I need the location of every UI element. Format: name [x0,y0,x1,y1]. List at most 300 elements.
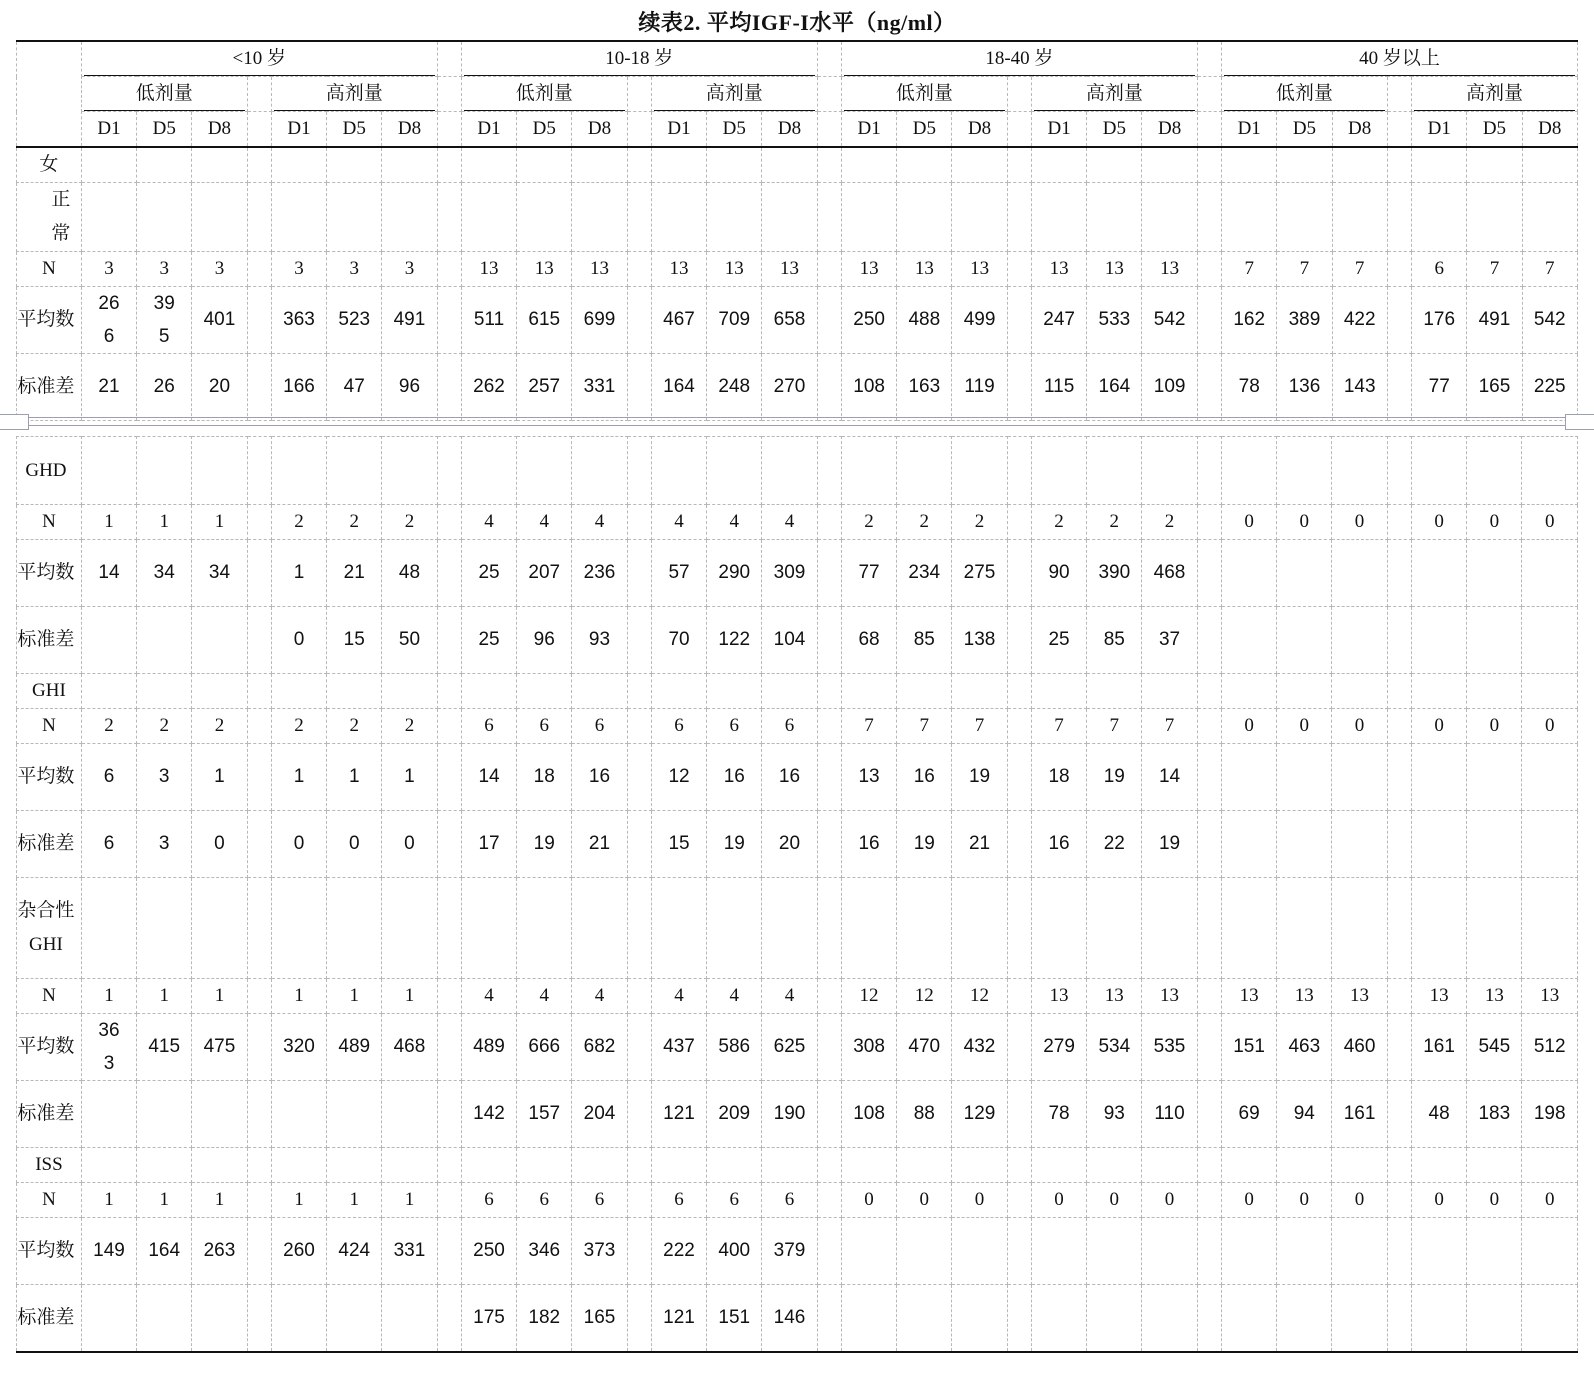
data-cell: 4 [651,979,706,1014]
gap-cell [1007,1148,1031,1183]
data-cell: 57 [651,540,706,607]
gap-cell [1007,1081,1031,1148]
data-cell [1277,744,1332,811]
row-label: N [17,709,82,744]
data-cell: 666 [517,1014,572,1081]
data-cell: 183 [1467,1081,1522,1148]
dose-gap [1387,77,1411,112]
data-cell: 2 [137,709,192,744]
data-cell [461,1148,516,1183]
data-cell: 151 [707,1285,762,1352]
data-cell: 26 [137,354,192,421]
data-cell: 270 [762,354,817,421]
gap-cell [247,437,271,505]
data-cell: 78 [1222,354,1277,421]
gap-cell [437,1148,461,1183]
gap-cell [1007,540,1031,607]
data-cell [707,878,762,979]
age-gap [817,41,841,77]
data-cell: 2 [382,505,437,540]
data-cell [707,183,762,252]
data-cell: 1 [382,979,437,1014]
gap-cell [817,674,841,709]
data-cell: 320 [271,1014,326,1081]
data-cell: 488 [897,287,952,354]
gap-cell [1387,1183,1411,1218]
data-cell [1031,1285,1086,1352]
data-cell: 0 [1411,1183,1466,1218]
data-cell [1032,183,1087,252]
data-cell [1467,744,1522,811]
data-cell: 21 [952,811,1007,878]
data-cell: 7 [841,709,896,744]
day-gap [627,112,651,148]
table-row [17,979,1578,1014]
gap-cell [1197,287,1221,354]
data-cell [81,878,136,979]
day-header: D5 [327,112,382,148]
data-cell: 7 [1332,252,1387,287]
data-cell: 13 [1142,979,1197,1014]
row-label: 女 [17,147,82,183]
data-cell [517,878,572,979]
data-cell: 19 [1087,744,1142,811]
gap-cell [1197,1081,1221,1148]
data-cell [271,183,326,252]
data-cell: 308 [841,1014,896,1081]
gap-cell [1007,354,1031,421]
data-cell: 15 [651,811,706,878]
data-cell [81,437,136,505]
data-cell [1411,437,1466,505]
dose-gap [1007,77,1031,112]
data-cell: 198 [1522,1081,1578,1148]
data-cell [651,183,706,252]
data-cell: 25 [1031,607,1086,674]
data-cell: 22 [1087,811,1142,878]
data-cell [517,1148,572,1183]
data-cell: 400 [707,1218,762,1285]
data-cell [707,437,762,505]
data-cell: 489 [461,1014,516,1081]
data-cell: 16 [841,811,896,878]
data-cell: 121 [651,1081,706,1148]
data-cell [841,674,896,709]
data-cell: 1 [192,979,247,1014]
data-cell [952,437,1007,505]
gap-cell [1387,674,1411,709]
data-cell [1522,1148,1578,1183]
data-cell [137,437,192,505]
gap-cell [1387,437,1411,505]
data-cell [271,1148,326,1183]
row-label: N [17,252,82,287]
data-cell: 12 [841,979,896,1014]
data-cell: 2 [1142,505,1197,540]
data-cell: 415 [137,1014,192,1081]
data-cell [382,1148,437,1183]
gap-cell [247,674,271,709]
data-cell [1522,540,1578,607]
gap-cell [627,437,651,505]
data-cell [651,1148,706,1183]
data-cell [137,183,192,252]
table-row [17,607,1578,674]
row-label: 标准差 [17,607,82,674]
data-cell: 346 [517,1218,572,1285]
gap-cell [1387,878,1411,979]
gap-cell [817,1014,841,1081]
data-cell: 17 [461,811,516,878]
data-cell: 13 [1142,252,1197,287]
data-cell [1221,878,1276,979]
data-cell: 7 [1222,252,1277,287]
data-cell: 424 [327,1218,382,1285]
data-cell: 21 [327,540,382,607]
table-row [17,744,1578,811]
data-cell [1522,878,1578,979]
day-header: D5 [517,112,572,148]
data-cell [327,147,382,183]
gap-cell [247,1285,271,1352]
data-cell: 709 [707,287,762,354]
day-header: D1 [1412,112,1467,148]
data-cell [1087,878,1142,979]
gap-cell [1197,979,1221,1014]
gap-cell [1197,674,1221,709]
age-gap [1197,41,1221,77]
data-cell [707,674,762,709]
gap-cell [1197,1218,1221,1285]
day-gap [1197,112,1221,148]
data-cell: 12 [651,744,706,811]
data-cell: 0 [1221,1183,1276,1218]
gap-cell [627,709,651,744]
data-cell [1221,437,1276,505]
dose-gap [627,77,651,112]
data-cell: 512 [1522,1014,1578,1081]
data-cell: 14 [1142,744,1197,811]
data-cell [271,437,326,505]
data-cell: 7 [1087,709,1142,744]
gap-cell [1007,709,1031,744]
data-cell: 47 [327,354,382,421]
data-cell: 0 [1522,709,1578,744]
data-cell: 7 [1031,709,1086,744]
data-cell: 363 [271,287,326,354]
data-cell [81,183,136,252]
data-cell [192,674,247,709]
data-cell: 13 [461,252,516,287]
data-cell [897,183,952,252]
data-cell [897,878,952,979]
data-cell: 0 [1522,1183,1578,1218]
data-cell [382,674,437,709]
gap-cell [1387,354,1411,421]
data-cell [1467,147,1522,183]
data-cell: 0 [1221,709,1276,744]
data-cell [1332,183,1387,252]
gap-cell [247,1218,271,1285]
row-label: N [17,1183,82,1218]
gap-cell [1197,878,1221,979]
gap-cell [627,287,651,354]
data-cell: 2 [382,709,437,744]
data-cell: 1 [382,744,437,811]
data-cell: 6 [707,709,762,744]
data-cell: 19 [707,811,762,878]
day-header: D5 [137,112,192,148]
gap-cell [1197,709,1221,744]
data-cell: 182 [517,1285,572,1352]
data-cell: 3 [137,744,192,811]
data-cell: 13 [1277,979,1332,1014]
data-cell [192,437,247,505]
data-cell: 161 [1411,1014,1466,1081]
data-cell [1221,674,1276,709]
data-cell: 108 [841,1081,896,1148]
data-cell [517,147,572,183]
data-cell [1467,1285,1522,1352]
gap-cell [437,147,461,183]
gap-cell [627,540,651,607]
data-cell [1411,1285,1466,1352]
data-cell: 96 [382,354,437,421]
data-cell: 37 [1142,607,1197,674]
row-label: 标准差 [17,811,82,878]
gap-cell [247,252,271,287]
gap-cell [627,1081,651,1148]
data-cell [81,147,136,183]
table-row [17,437,1578,505]
row-label: ISS [17,1148,82,1183]
row-label: GHI [17,674,82,709]
gap-cell [1007,147,1031,183]
data-cell [271,1285,326,1352]
gap-cell [1197,1014,1221,1081]
data-cell: 94 [1277,1081,1332,1148]
data-cell [1522,607,1578,674]
data-cell: 19 [517,811,572,878]
data-cell: 6 [81,744,136,811]
data-cell: 19 [952,744,1007,811]
dose-group-header: 高剂量 [1412,77,1578,112]
data-cell: 248 [707,354,762,421]
data-cell [572,437,627,505]
data-cell [952,1218,1007,1285]
gap-cell [817,979,841,1014]
dose-gap [437,77,461,112]
data-cell: 4 [572,505,627,540]
data-cell [1142,1218,1197,1285]
gap-cell [1387,505,1411,540]
data-cell: 14 [81,540,136,607]
data-cell: 6 [762,709,817,744]
day-header: D1 [81,112,136,148]
gap-cell [817,878,841,979]
data-cell [952,878,1007,979]
gap-cell [247,540,271,607]
data-cell: 534 [1087,1014,1142,1081]
data-cell [1332,811,1387,878]
data-cell: 165 [572,1285,627,1352]
data-cell: 0 [1277,505,1332,540]
day-header: D1 [1222,112,1277,148]
data-cell: 491 [382,287,437,354]
data-cell: 93 [572,607,627,674]
data-cell [81,607,136,674]
data-cell: 13 [762,252,817,287]
dose-group-header: 低剂量 [461,77,627,112]
data-cell: 77 [1412,354,1467,421]
day-header: D8 [1142,112,1197,148]
data-cell [1221,607,1276,674]
gap-cell [1387,1148,1411,1183]
data-cell: 2 [841,505,896,540]
data-cell: 85 [1087,607,1142,674]
data-cell [1522,811,1578,878]
data-cell [1277,1148,1332,1183]
age-gap [437,41,461,77]
data-cell: 1 [327,979,382,1014]
data-cell [1411,1218,1466,1285]
data-cell: 6 [517,1183,572,1218]
data-cell: 263 [192,1218,247,1285]
age-group-header: 40 岁以上 [1222,41,1578,77]
day-gap [817,112,841,148]
data-cell: 1 [271,1183,326,1218]
data-cell: 470 [897,1014,952,1081]
gap-cell [1387,183,1411,252]
data-cell [1467,811,1522,878]
data-cell [1277,1285,1332,1352]
data-cell [1332,1218,1387,1285]
data-cell: 122 [707,607,762,674]
data-cell: 363 [81,1014,136,1081]
gap-cell [247,1183,271,1218]
data-cell: 0 [952,1183,1007,1218]
table-row [17,1218,1578,1285]
data-cell [1522,183,1577,252]
data-cell: 50 [382,607,437,674]
gap-cell [1007,505,1031,540]
data-cell: 3 [192,252,247,287]
data-cell: 236 [572,540,627,607]
data-cell [841,147,896,183]
gap-cell [1197,1148,1221,1183]
data-cell [897,1285,952,1352]
gap-cell [437,878,461,979]
row-label: 标准差 [17,354,82,421]
data-cell [382,1081,437,1148]
data-cell [762,437,817,505]
data-cell: 209 [707,1081,762,1148]
data-cell: 331 [572,354,627,421]
gap-cell [817,354,841,421]
data-cell [461,674,516,709]
gap-cell [247,183,271,252]
row-label: 正常 [17,183,82,252]
data-cell: 13 [841,744,896,811]
data-cell: 121 [651,1285,706,1352]
data-cell: 373 [572,1218,627,1285]
data-cell: 2 [81,709,136,744]
data-cell [707,1148,762,1183]
data-cell [1031,878,1086,979]
day-header: D8 [382,112,437,148]
gap-cell [1197,1183,1221,1218]
dose-group-header: 低剂量 [81,77,247,112]
data-cell [1332,147,1387,183]
data-cell: 2 [952,505,1007,540]
row-label: 标准差 [17,1081,82,1148]
gap-cell [1007,1014,1031,1081]
data-cell [897,147,952,183]
data-cell: 18 [1031,744,1086,811]
data-cell [192,183,247,252]
dose-gap [817,77,841,112]
data-cell: 149 [81,1218,136,1285]
gap-cell [437,607,461,674]
data-cell: 13 [1411,979,1466,1014]
data-cell: 1 [271,744,326,811]
gap-cell [1387,811,1411,878]
row-label: 平均数 [17,1014,82,1081]
gap-cell [247,607,271,674]
data-cell: 166 [271,354,326,421]
data-cell [572,1148,627,1183]
data-cell: 279 [1031,1014,1086,1081]
data-cell: 699 [572,287,627,354]
data-cell [1087,183,1142,252]
page-split-bar [0,414,1594,430]
data-cell: 1 [192,744,247,811]
data-cell [1087,674,1142,709]
day-gap [1007,112,1031,148]
data-cell: 2 [271,709,326,744]
gap-cell [817,287,841,354]
data-cell: 2 [192,709,247,744]
data-cell [517,437,572,505]
data-cell: 0 [327,811,382,878]
data-cell [1522,147,1577,183]
gap-cell [437,252,461,287]
data-cell: 16 [762,744,817,811]
data-cell [1142,674,1197,709]
data-cell [382,183,437,252]
data-cell: 3 [382,252,437,287]
gap-cell [1387,709,1411,744]
day-header: D1 [271,112,326,148]
data-cell: 70 [651,607,706,674]
data-cell: 0 [382,811,437,878]
dose-gap [1197,77,1221,112]
data-cell: 129 [952,1081,1007,1148]
data-cell: 19 [897,811,952,878]
data-cell [1277,1218,1332,1285]
data-cell: 625 [762,1014,817,1081]
data-cell: 463 [1277,1014,1332,1081]
data-cell: 175 [461,1285,516,1352]
data-cell [1411,878,1466,979]
data-cell [327,878,382,979]
data-cell: 390 [1087,540,1142,607]
data-cell [382,878,437,979]
data-cell: 190 [762,1081,817,1148]
data-cell [192,1081,247,1148]
gap-cell [1387,252,1411,287]
data-cell [1142,183,1197,252]
